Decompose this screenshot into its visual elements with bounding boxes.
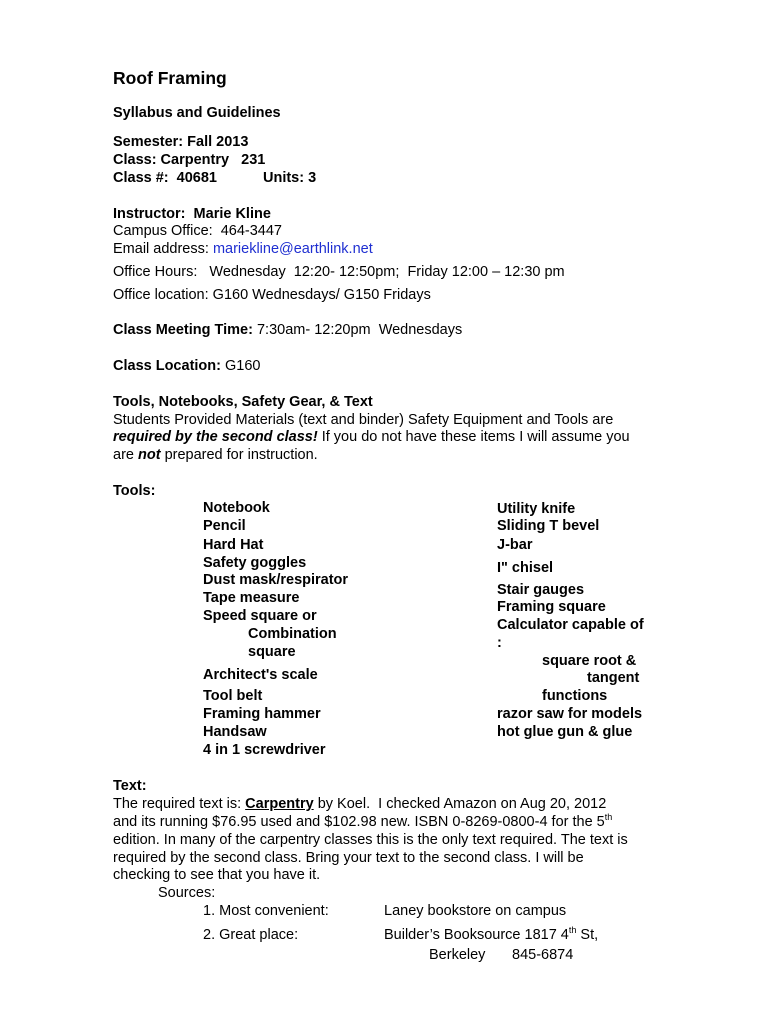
tools-intro-1: Students Provided Materials (text and binder) Safety Equipment and Tools are (113, 412, 614, 428)
tool-item: Hard Hat (203, 537, 264, 553)
office-hours: Office Hours: Wednesday 12:20- 12:50pm; Friday 12:00 – 12:30 pm (113, 264, 565, 280)
tools-intro-3-end: prepared for instruction. (160, 447, 318, 463)
source-2-phone: 845-6874 (512, 947, 574, 963)
class-location (113, 358, 260, 375)
tool-item: Pencil (203, 518, 246, 534)
tools-intro-2-rest: If you do not have these items I will assume you (317, 429, 630, 445)
text-line-2-body: and its running $76.95 used and $102.98 new. ISBN 0-8269-0800-4 for the 5 (113, 814, 605, 830)
semester: Semester: Fall 2013 (113, 134, 249, 150)
tool-item: Sliding T bevel (497, 518, 600, 534)
text-label: Text: (113, 778, 147, 794)
meeting-value: 7:30am- 12:20pm Wednesdays (252, 322, 463, 338)
tools-heading: Tools, Notebooks, Safety Gear, & Text (113, 394, 373, 410)
source-1-label: 1. Most convenient: (203, 903, 329, 919)
tool-item: tangent (587, 670, 640, 686)
class-name: Class: Carpentry 231 (113, 152, 266, 168)
class-number: Class #: 40681 (113, 170, 217, 186)
text-line-1-start: The required text is: (113, 796, 246, 812)
tools-intro-not: not (138, 447, 161, 463)
tool-item: Tool belt (203, 688, 263, 704)
tool-item: Dust mask/respirator (203, 572, 349, 588)
page-subtitle: Syllabus and Guidelines (113, 105, 281, 121)
meeting-time (113, 322, 462, 339)
tool-item: square root & (542, 653, 637, 669)
tool-item: square (248, 644, 296, 660)
tool-item: Speed square or (203, 608, 317, 624)
source-2-value (384, 927, 598, 944)
tools-intro-3 (113, 447, 318, 464)
page-title: Roof Framing (113, 68, 227, 88)
campus-office: Campus Office: 464-3447 (113, 223, 282, 239)
text-line-3: edition. In many of the carpentry classes this is the only text required. The text is (113, 832, 628, 848)
text-line-1 (113, 796, 606, 813)
location-label: Class Location: (113, 358, 221, 374)
tool-item: Combination (248, 626, 337, 642)
tools-label: Tools: (113, 483, 156, 499)
meeting-label: Class Meeting Time: (113, 322, 253, 338)
office-location: Office location: G160 Wednesdays/ G150 Fridays (113, 287, 431, 303)
source-2-value-end: St, (576, 927, 599, 943)
source-2-city: Berkeley (429, 947, 486, 963)
tool-item: Tape measure (203, 590, 300, 606)
tool-item: Architect's scale (203, 667, 318, 683)
tool-item: Notebook (203, 500, 270, 516)
sources-label: Sources: (158, 885, 216, 901)
tool-item: I" chisel (497, 560, 554, 576)
text-line-1-end: by Koel. I checked Amazon on Aug 20, 2012 (313, 796, 607, 812)
text-sup-th: th (604, 812, 613, 822)
tool-item: 4 in 1 screwdriver (203, 742, 326, 758)
email-line (113, 241, 373, 258)
location-value: G160 (220, 358, 261, 374)
text-line-4: required by the second class. Bring your text to the second class. I will be (113, 850, 584, 866)
tool-item: Safety goggles (203, 555, 307, 571)
instructor: Instructor: Marie Kline (113, 206, 271, 222)
tool-item: J-bar (497, 537, 533, 553)
tool-item: Framing square (497, 599, 606, 615)
tool-item: Framing hammer (203, 706, 321, 722)
tools-intro-2 (113, 429, 630, 446)
book-title: Carpentry (245, 796, 314, 812)
tool-item: Handsaw (203, 724, 267, 740)
tool-item: hot glue gun & glue (497, 724, 633, 740)
tool-item: Calculator capable of (497, 617, 644, 633)
email-label: Email address: (113, 241, 209, 257)
tool-item: razor saw for models (497, 706, 643, 722)
units: Units: 3 (263, 170, 317, 186)
tool-item: : (497, 635, 502, 651)
source-2-value-start: Builder’s Booksource 1817 4 (384, 927, 569, 943)
text-line-5: checking to see that you have it. (113, 867, 321, 883)
source-1-value: Laney bookstore on campus (384, 903, 567, 919)
tools-intro-3-start: are (113, 447, 138, 463)
source-2-sup-th: th (568, 925, 577, 935)
tool-item: Utility knife (497, 501, 576, 517)
text-line-2 (113, 814, 612, 831)
source-2-label: 2. Great place: (203, 927, 299, 943)
tools-intro-emphasis: required by the second class! (113, 429, 318, 445)
email-link[interactable]: mariekline@earthlink.net (212, 241, 373, 257)
tool-item: functions (542, 688, 608, 704)
tool-item: Stair gauges (497, 582, 585, 598)
